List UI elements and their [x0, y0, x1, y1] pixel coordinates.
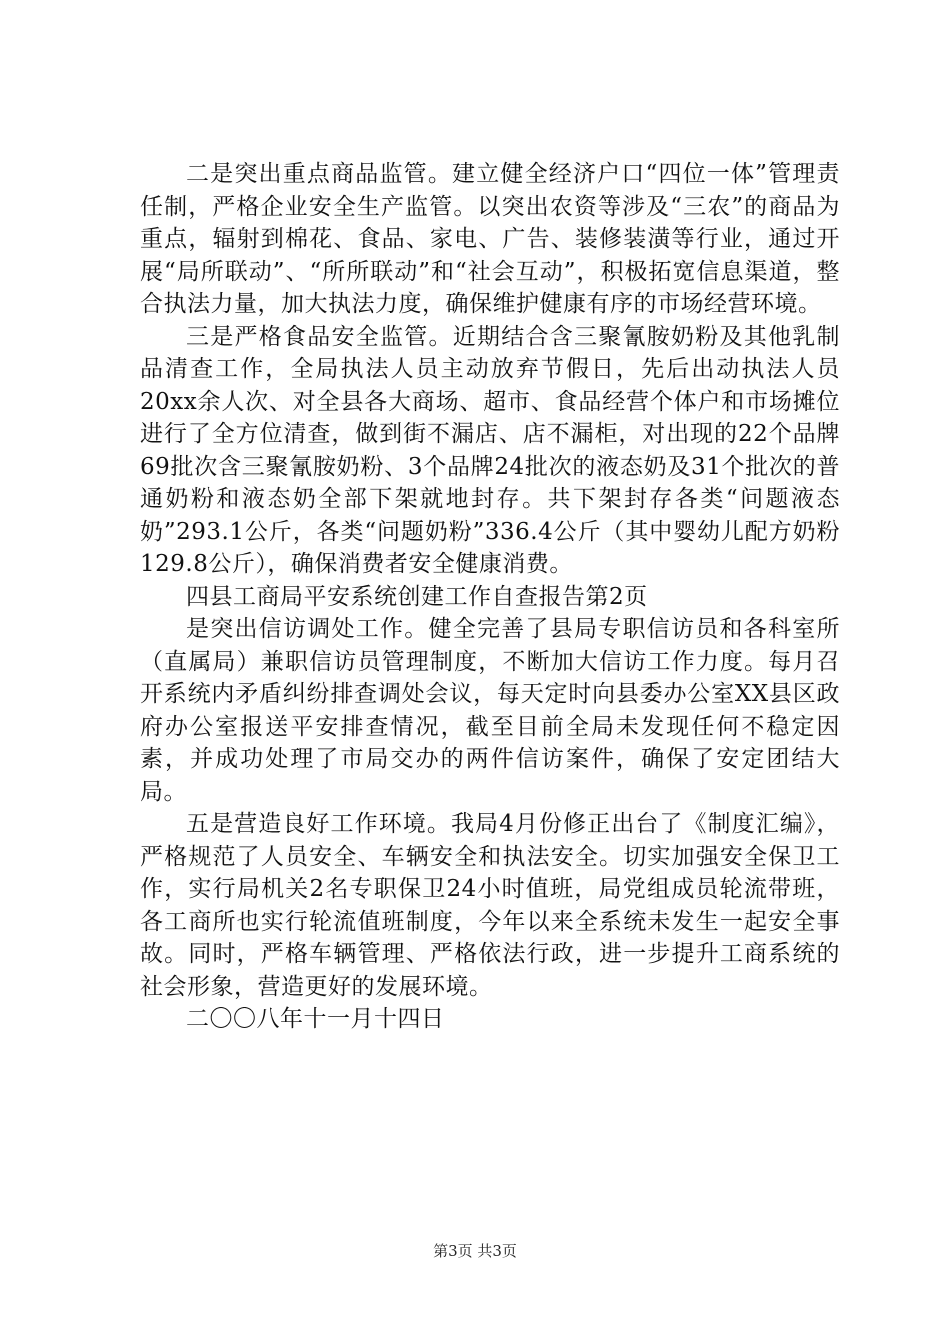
paragraph-food-safety: 三是严格食品安全监管。近期结合含三聚氰胺奶粉及其他乳制品清查工作，全局执法人员主动放弃节假日，先后出动执法人员20xx余人次、对全县各大商场、超市、食品经营个体户和市场摊位进行了全方位清查，做到街不漏店、店不漏柜，对出现的22个品牌69批次含三聚氰胺奶粉、3个品牌24批次的液态奶及31个批次的普通奶粉和液态奶全部下架就地封存。共下架封存各类“问题液态奶”293.1公斤，各类“问题奶粉”336.4公斤（其中婴幼儿配方奶粉129.8公斤），确保消费者安全健康消费。 [140, 323, 840, 577]
document-body [140, 158, 840, 1036]
paragraph-work-environment: 五是营造良好工作环境。我局4月份修正出台了《制度汇编》，严格规范了人员安全、车辆安全和执法安全。切实加强安全保卫工作，实行局机关2名专职保卫24小时值班，局党组成员轮流带班，各工商所也实行轮流值班制度，今年以来全系统未发生一起安全事故。同时，严格车辆管理、严格依法行政，进一步提升工商系统的社会形象，营造更好的发展环境。 [140, 811, 840, 1000]
page-number-label: 第3页 共3页 [433, 1242, 517, 1260]
paragraph-commodity-supervision: 二是突出重点商品监管。建立健全经济户口“四位一体”管理责任制，严格企业安全生产监管。以突出农资等涉及“三农”的商品为重点，辐射到棉花、食品、家电、广告、装修装潢等行业，通过开展“局所联动”、“所所联动”和“社会互动”，积极拓宽信息渠道，整合执法力量，加大执法力度，确保维护健康有序的市场经营环境。 [140, 161, 840, 317]
document-date: 二〇〇八年十一月十四日 [186, 1006, 445, 1032]
paragraph-section-heading: 四县工商局平安系统创建工作自查报告第2页 [186, 583, 648, 610]
page-footer [0, 1240, 950, 1261]
paragraph-petition-handling: 是突出信访调处工作。健全完善了县局专职信访员和各科室所（直属局）兼职信访员管理制度，不断加大信访工作力度。每月召开系统内矛盾纠纷排查调处会议，每天定时向县委办公室XX县区政府办公室报送平安排查情况，截至目前全局未发现任何不稳定因素，并成功处理了市局交办的两件信访案件，确保了安定团结大局。 [140, 616, 840, 805]
